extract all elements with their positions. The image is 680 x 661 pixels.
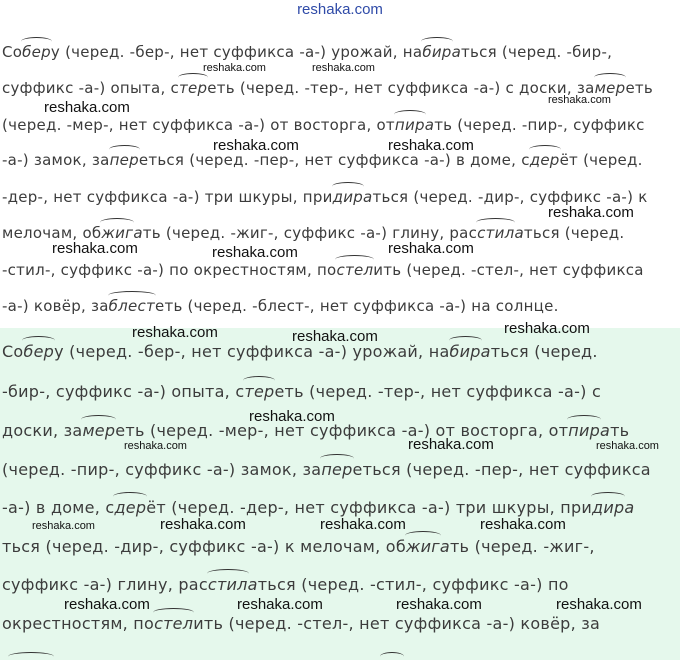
watermark: reshaka.com [396,596,482,613]
text-segment: еть (черед. -тер-, нет суффикса -а-) с [274,382,602,401]
root-arc [22,336,55,345]
text-segment: окрестностям, по [2,614,155,633]
text-line [2,537,595,557]
word-root: бер [23,342,54,361]
text-segment: ть (черед. -жиг-, [449,537,595,556]
word-root: стил [208,575,248,594]
watermark: reshaka.com [292,328,378,345]
text-segment: еть [625,79,653,97]
text-segment: ёт (черед. -дер-, нет суффикса -а-) три шкуры, при [146,498,593,517]
suffix-mark: а [424,116,435,134]
watermark: reshaka.com [548,94,611,106]
text-segment: -а-) в доме, с [2,498,115,517]
root-arc [109,145,140,154]
root-arc [449,336,482,345]
text-segment: Со [2,43,23,61]
word-root: пир [395,116,425,134]
root-arc [405,531,441,540]
watermark: reshaka.com [212,244,298,261]
text-line [2,115,645,135]
word-root: пир [568,421,600,440]
watermark: reshaka.com [132,324,218,341]
watermark: reshaka.com [408,436,494,453]
text-segment: -стил-, суффикс -а-) по окрестностям, по [2,261,337,279]
text-line [2,498,634,518]
text-segment: еть (черед. -блест-, нет суффикса -а-) на солнце. [154,297,559,315]
root-arc [476,218,515,227]
watermark: reshaka.com [203,62,266,74]
root-arc [81,415,116,424]
watermark: reshaka.com [249,408,335,425]
text-segment: ться (черед. -дир-, суффикс -а-) к [372,188,648,206]
root-arc [332,182,364,191]
suffix-mark: а [363,188,373,206]
root-arc [529,145,561,154]
text-segment: еться (черед. -пер-, нет суффикса -а-) в доме, с [138,151,530,169]
suffix-mark: а [600,421,611,440]
root-arc [567,415,601,424]
root-arc [591,492,625,501]
suffix-mark: а [624,498,635,517]
root-arc [335,255,374,264]
root-arc [421,37,452,46]
watermark: reshaka.com [237,596,323,613]
word-root: мер [595,79,626,97]
word-root: бир [422,43,451,61]
text-line [2,460,651,480]
text-segment: ёт (черед. [559,151,643,169]
word-root: пер [110,151,139,169]
suffix-mark: а [439,537,450,556]
text-line [2,575,569,595]
watermark: reshaka.com [124,440,187,452]
text-segment: ться (черед. [490,342,598,361]
text-segment: еться (черед. -пер-, нет суффикса [352,460,651,479]
word-root: мер [82,421,115,440]
word-root: бер [22,43,51,61]
text-segment: мелочам, об [2,224,102,242]
word-root: дир [592,498,624,517]
text-line [2,42,612,62]
watermark: reshaka.com [44,99,130,116]
text-segment: -дер-, нет суффикса -а-) три шкуры, при [2,188,333,206]
root-arc [594,73,627,82]
word-root: блест [109,297,155,315]
text-line [2,260,644,280]
text-segment: ть (черед. -пир-, суффикс [434,116,645,134]
watermark: reshaka.com [388,137,474,154]
word-root: жиг [406,537,440,556]
text-segment: у (черед. -бер-, нет суффикса -а-) урожай, на [54,342,450,361]
text-segment: ть (черед. -жиг-, суффикс -а-) глину, рас [142,224,478,242]
suffix-mark: а [480,342,491,361]
text-segment: у (черед. -бер-, нет суффикса -а-) урожай, на [50,43,423,61]
watermark: reshaka.com [64,596,150,613]
word-root: пер [321,460,352,479]
word-root: тер [179,79,207,97]
watermark: reshaka.com [480,516,566,533]
watermark: reshaka.com [312,62,375,74]
text-segment: -а-) ковёр, за [2,297,109,315]
watermark: reshaka.com [52,240,138,257]
text-segment: ться (черед. -бир-, [461,43,613,61]
watermark: reshaka.com [320,516,406,533]
text-segment: ться (черед. -стил-, суффикс -а-) по [257,575,569,594]
root-arc [178,73,208,82]
word-root: тер [244,382,274,401]
text-line [2,296,559,316]
watermark: reshaka.com [596,440,659,452]
word-root: стел [154,614,193,633]
text-segment: суффикс -а-) опыта, с [2,79,180,97]
text-segment: Со [2,342,24,361]
watermark: reshaka.com [504,320,590,337]
text-segment: ть [610,421,630,440]
root-arc [113,492,147,501]
text-segment: (черед. -пир-, суффикс -а-) замок, за [2,460,322,479]
text-segment: ить (черед. -стел-, нет суффикса -а-) ковёр, за [193,614,601,633]
suffix-mark: а [133,224,143,242]
watermark: reshaka.com [32,520,95,532]
suffix-mark: а [247,575,258,594]
answer-block-1 [0,30,680,328]
watermark: reshaka.com [213,137,299,154]
watermark: reshaka.com [556,596,642,613]
watermark: reshaka.com [388,240,474,257]
word-root: дер [530,151,560,169]
text-segment: еть (черед. -мер-, нет суффикса -а-) от восторга, от [115,421,569,440]
word-root: стел [336,261,373,279]
text-segment: ить (черед. -стел-, нет суффикса [373,261,644,279]
root-arc [320,454,353,463]
text-segment: ться (черед. [523,224,625,242]
word-root: жиг [101,224,133,242]
root-arc [207,569,249,578]
suffix-mark: а [514,224,524,242]
suffix-mark: а [451,43,462,61]
root-arc [394,110,426,119]
site-link[interactable]: reshaka.com [297,1,383,18]
text-line [2,150,643,170]
text-line [2,342,598,362]
word-root: стил [477,224,514,242]
word-root: бир [450,342,481,361]
word-root: дир [333,188,363,206]
text-segment: (черед. -мер-, нет суффикса -а-) от восторга, от [2,116,395,134]
word-root: дер [114,498,146,517]
text-segment: суффикс -а-) глину, рас [2,575,208,594]
watermark: reshaka.com [548,204,634,221]
text-segment: ться (черед. -дир-, суффикс -а-) к мелочам, об [2,537,406,556]
text-segment: -бир-, суффикс -а-) опыта, с [2,382,245,401]
text-segment: еть (черед. -тер-, нет суффикса -а-) с доски, за [207,79,595,97]
text-line [2,382,601,402]
root-arc [153,608,194,617]
root-arc [21,37,52,46]
text-line [2,614,600,634]
text-segment: -а-) замок, за [2,151,110,169]
root-arc [108,291,156,300]
watermark: reshaka.com [160,516,246,533]
root-arc [100,218,134,227]
root-arc [243,376,275,385]
text-segment: доски, за [2,421,83,440]
